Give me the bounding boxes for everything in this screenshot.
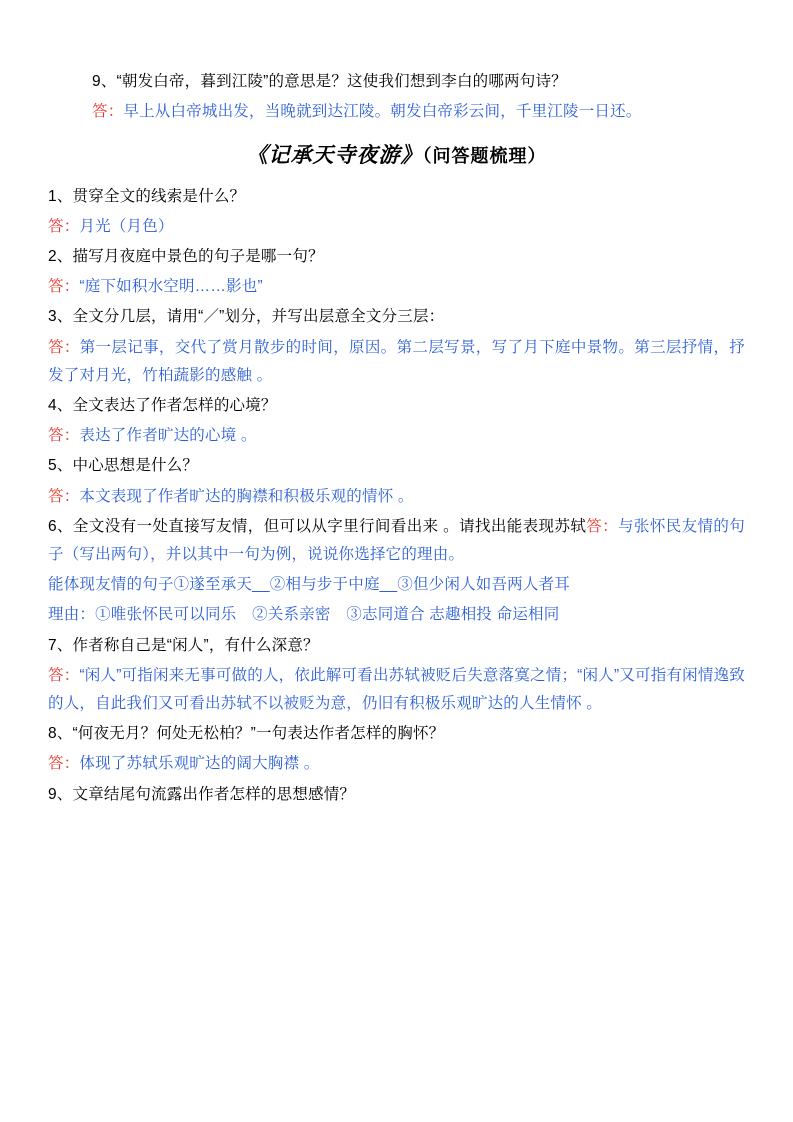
answer-text: “闲人”可指闲来无事可做的人，依此解可看出苏轼被贬后失意落寞之情；“闲人”又可指有闲情逸致的人，自此我们又可看出苏轼不以被贬为意，仍旧有积极乐观旷达的人生情怀 。 (48, 666, 745, 713)
answer-text: 表达了作者旷达的心境 。 (79, 427, 257, 445)
answer-2 (48, 273, 745, 301)
answer-6-text: 与张怀民友情的句子（写出两句），并以其中一句为例，说说你选择它的理由。 (48, 517, 745, 564)
answer-text: 本文表现了作者旷达的胸襟和积极乐观的情怀 。 (79, 487, 414, 505)
question-7: 7、作者称自己是“闲人”，有什么深意？ (48, 636, 319, 654)
answer-8 (48, 750, 745, 778)
question-9: 9、文章结尾句流露出作者怎样的思想感情？ (48, 785, 356, 803)
previous-question-block (48, 68, 745, 126)
question-2: 2、描写月夜庭中景色的句子是哪一句？ (48, 248, 324, 266)
answer-6-extra-line-1: 能体现友情的句子①遂至承天__②相与步于中庭__③但少闲人如吾两人者耳 (48, 576, 570, 594)
section-title-sub: （问答题梳理） (422, 146, 547, 167)
answer-1 (48, 213, 745, 241)
qa-list (48, 183, 745, 809)
answer-marker: 答： (48, 217, 80, 235)
answer-5 (48, 483, 745, 511)
document-body (48, 68, 745, 809)
answer-marker: 答： (586, 517, 619, 535)
question-3: 3、全文分几层，请用“／”划分，并写出层意全文分三层： (48, 308, 445, 326)
question-1: 1、贯穿全文的线索是什么？ (48, 187, 246, 205)
answer-4 (48, 422, 745, 450)
answer-marker: 答： (48, 666, 80, 684)
answer-text: 早上从白帝城出发，当晚就到达江陵。朝发白帝彩云间，千里江陵一日还。 (123, 103, 642, 121)
answer-text: 第一层记事，交代了赏月散步的时间，原因。第二层写景，写了月下庭中景物。第三层抒情，抒发了对月光，竹柏蔬影的感触 。 (48, 338, 746, 384)
answer-marker: 答： (48, 278, 80, 296)
answer-text: 体现了苏轼乐观旷达的阔大胸襟 。 (79, 755, 320, 773)
answer-6-extra-line-2: 理由：①唯张怀民可以同乐 ②关系亲密 ③志同道合 志趣相投 命运相同 (48, 606, 560, 624)
question-4: 4、全文表达了作者怎样的心境？ (48, 397, 277, 415)
question-text: 9、“朝发白帝，暮到江陵”的意思是？这使我们想到李白的哪两句诗？ (92, 73, 567, 90)
question-8: 8、“何夜无月？何处无松柏？”一句表达作者怎样的胸怀？ (48, 725, 445, 743)
answer-3 (48, 334, 745, 390)
answer-line (48, 98, 745, 126)
answer-marker: 答： (92, 103, 124, 121)
answer-text: 月光（月色） (79, 217, 174, 235)
section-title (48, 136, 745, 174)
answer-marker: 答： (48, 427, 80, 445)
answer-marker: 答： (48, 338, 80, 356)
question-5: 5、中心思想是什么？ (48, 457, 199, 475)
answer-marker: 答： (48, 755, 80, 773)
question-6 (48, 513, 745, 569)
answer-text: “庭下如积水空明……影也” (79, 278, 263, 296)
answer-7 (48, 662, 745, 718)
answer-marker: 答： (48, 487, 80, 505)
section-title-main: 《记承天寺夜游》 (246, 143, 423, 168)
question-6-text: 6、全文没有一处直接写友情，但可以从字里行间看出来 。请找出能表现苏轼 (48, 517, 587, 535)
